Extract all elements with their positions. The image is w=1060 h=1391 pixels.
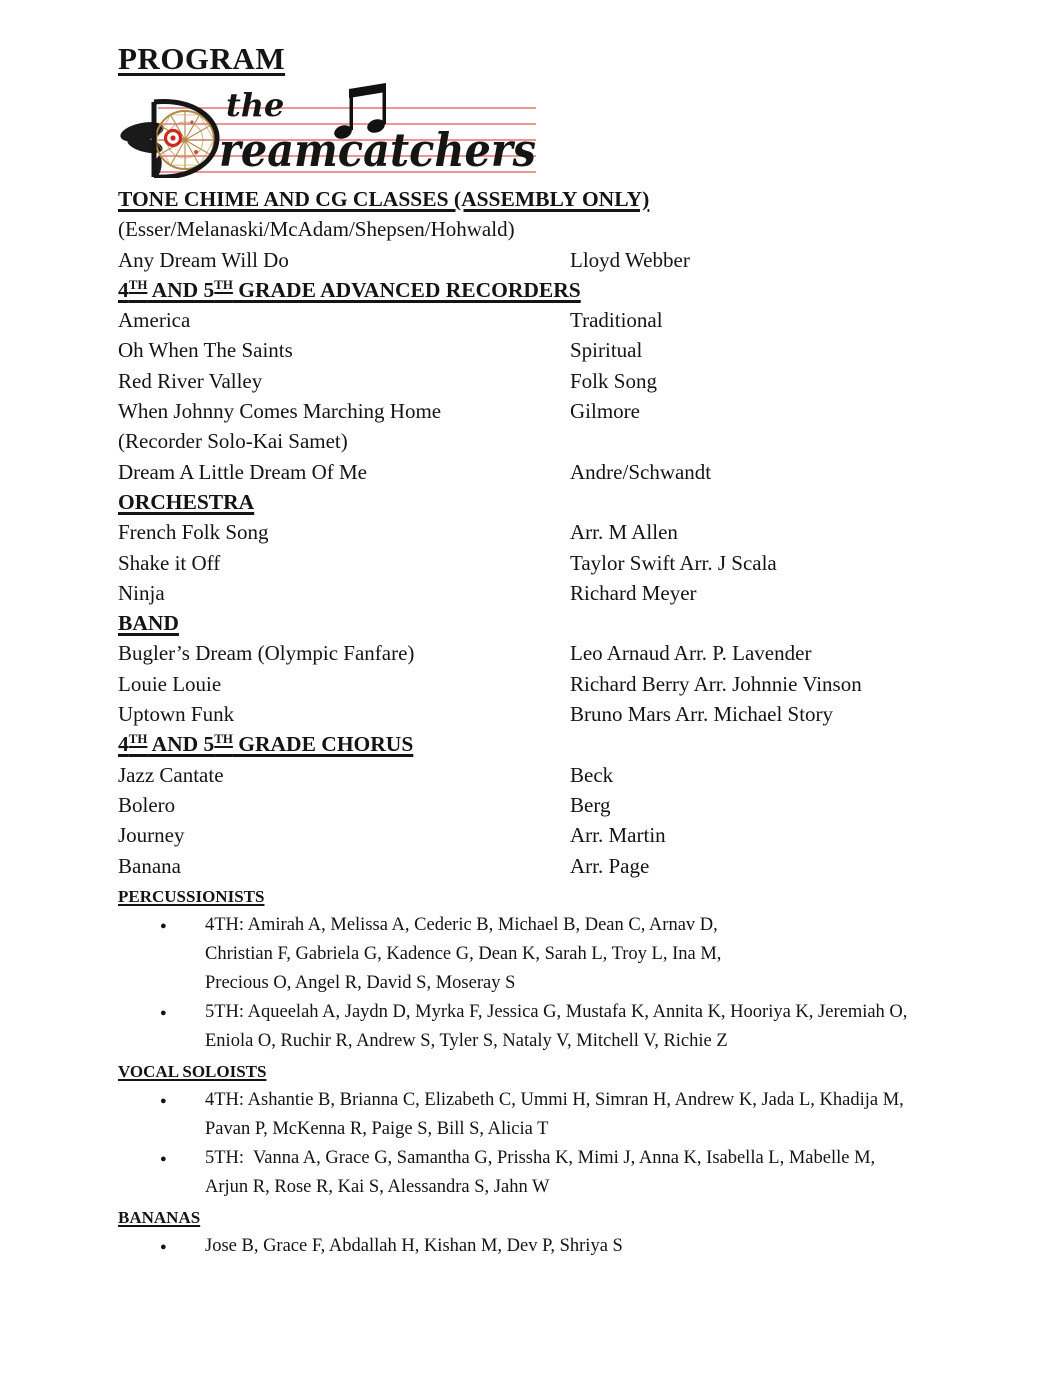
roster-line: 5TH: Aqueelah A, Jaydn D, Myrka F, Jessica G, Mustafa K, Annita K, Hooriya K, Jeremiah O, [205,1001,908,1022]
song-title: Any Dream Will Do [118,247,289,272]
song-title: Bolero [118,792,176,817]
roster-bananas [118,1204,990,1262]
teacher-credits: (Esser/Melanaski/McAdam/Shepsen/Hohwald) [118,217,515,242]
song-title: Dream A Little Dream Of Me [118,459,368,484]
section-heading: BAND [118,611,179,636]
dreamcatchers-logo-graphic [118,82,538,178]
song-title: Red River Valley [118,368,263,393]
composer: Beck [570,762,614,787]
bullet-icon: ● [160,1152,167,1165]
bullet-icon: ● [160,1094,167,1107]
composer: Traditional [570,308,663,333]
song-title: Louie Louie [118,671,222,696]
roster-line: Pavan P, McKenna R, Paige S, Bill S, Alicia T [205,1118,549,1139]
program-row [118,578,990,608]
program-row [118,699,990,729]
program-row [118,851,990,881]
program-row [118,335,990,365]
composer: Lloyd Webber [570,247,690,272]
roster-line: Christian F, Gabriela G, Kadence G, Dean K, Sarah L, Troy L, Ina M, [205,943,722,964]
composer: Berg [570,792,611,817]
song-title: Ninja [118,580,165,605]
composer [570,426,990,456]
program-row [118,366,990,396]
composer: Arr. Martin [570,823,666,848]
program-row [118,245,990,275]
section-heading: TONE CHIME AND CG CLASSES (ASSEMBLY ONLY) [118,187,650,211]
program-row [118,517,990,547]
composer: Spiritual [570,338,643,363]
composer: Richard Meyer [570,580,697,605]
section-tone-chime [118,184,990,275]
composer: Arr. Page [570,853,650,878]
composer: Arr. M Allen [570,520,678,545]
program-row [118,426,990,456]
roster-heading: PERCUSSIONISTS [118,886,265,906]
roster-bullet-item [160,1144,990,1202]
song-title: Shake it Off [118,550,221,575]
roster-heading: BANANAS [118,1207,201,1227]
section-chorus [118,729,990,880]
song-title: Oh When The Saints [118,338,293,363]
composer: Leo Arnaud Arr. P. Lavender [570,641,812,666]
song-title: Banana [118,853,181,878]
song-title: Bugler’s Dream (Olympic Fanfare) [118,641,415,666]
program-row [118,457,990,487]
bullet-icon: ● [160,1240,167,1253]
composer: Gilmore [570,399,640,424]
roster-bullet-item [160,998,990,1056]
section-heading: 4TH AND 5TH GRADE ADVANCED RECORDERS [118,277,581,302]
song-title: Journey [118,823,185,848]
program-row [118,638,990,668]
roster-bullet-item [160,1086,990,1144]
logo-word-dreamcatchers: reamcatchers [219,123,536,177]
program-row [118,396,990,426]
song-title: America [118,308,191,333]
program-row [118,548,990,578]
song-title: Jazz Cantate [118,762,224,787]
logo-word-the: the [226,86,285,124]
program-row [118,305,990,335]
roster-line: Jose B, Grace F, Abdallah H, Kishan M, Dev P, Shriya S [205,1235,623,1256]
song-title: Uptown Funk [118,702,235,727]
program-row [118,760,990,790]
bullet-icon: ● [160,1006,167,1019]
roster-line: Precious O, Angel R, David S, Moseray S [205,972,516,993]
bullet-icon: ● [160,919,167,932]
song-title: (Recorder Solo-Kai Samet) [118,429,348,454]
program-row [118,820,990,850]
roster-heading: VOCAL SOLOISTS [118,1061,267,1081]
roster-line: Eniola O, Ruchir R, Andrew S, Tyler S, Nataly V, Mitchell V, Richie Z [205,1030,728,1051]
section-heading: ORCHESTRA [118,489,255,514]
roster-line: 5TH: Vanna A, Grace G, Samantha G, Prissha K, Mimi J, Anna K, Isabella L, Mabelle M, [205,1147,876,1168]
program-row [118,669,990,699]
roster-percussionists [118,883,990,1056]
section-orchestra [118,487,990,608]
composer: Bruno Mars Arr. Michael Story [570,702,834,727]
program-row [118,790,990,820]
composer: Folk Song [570,368,657,393]
song-title: French Folk Song [118,520,269,545]
composer: Andre/Schwandt [570,459,712,484]
dreamcatchers-logo [118,82,990,178]
song-title: When Johnny Comes Marching Home [118,399,442,424]
roster-line: 4TH: Amirah A, Melissa A, Cederic B, Michael B, Dean C, Arnav D, [205,914,718,935]
section-heading: 4TH AND 5TH GRADE CHORUS [118,732,414,757]
roster-line: 4TH: Ashantie B, Brianna C, Elizabeth C, Ummi H, Simran H, Andrew K, Jada L, Khadija M, [205,1089,904,1110]
roster-bullet-item [160,911,990,998]
roster-bullet-item [160,1232,990,1262]
roster-vocal-soloists [118,1058,990,1202]
page-title: PROGRAM [118,41,286,76]
section-recorders [118,275,990,487]
section-band [118,608,990,729]
composer: Richard Berry Arr. Johnnie Vinson [570,671,862,696]
composer: Taylor Swift Arr. J Scala [570,550,777,575]
roster-line: Arjun R, Rose R, Kai S, Alessandra S, Jahn W [205,1176,550,1197]
